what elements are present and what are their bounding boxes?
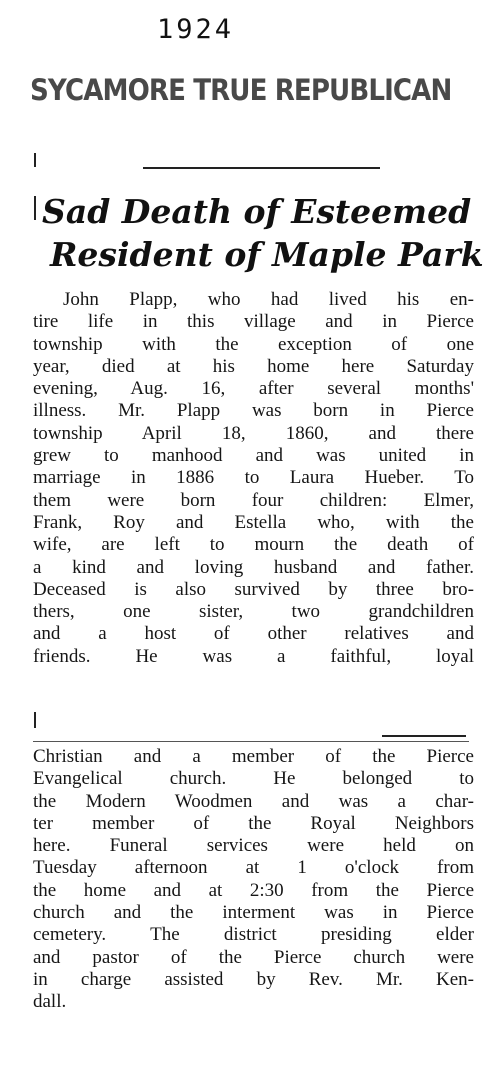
article-body-column-1 <box>33 289 474 668</box>
header-rule <box>143 167 380 169</box>
body-line: grew to manhood and was united in <box>33 445 474 467</box>
column-edge-mark <box>34 712 36 728</box>
body-line: and a host of other relatives and <box>33 623 474 645</box>
body-line: cemetery. The district presiding elder <box>33 924 474 946</box>
newspaper-name-stamp: SYCAMORE TRUE REPUBLICAN <box>30 73 452 107</box>
body-line: Tuesday afternoon at 1 o'clock from <box>33 857 474 879</box>
body-line: township with the exception of one <box>33 333 474 355</box>
body-line: and pastor of the Pierce church were <box>33 946 474 968</box>
body-line: dall. <box>33 991 67 1013</box>
body-line: ter member of the Royal Neighbors <box>33 812 474 834</box>
headline-line: Resident of Maple Park <box>50 235 484 274</box>
handwritten-underline <box>382 735 466 737</box>
column-edge-mark <box>34 153 36 167</box>
body-line: Evangelical church. He belonged to <box>33 768 474 790</box>
body-line: year, died at his home here Saturday <box>33 355 474 377</box>
article-body-column-2 <box>33 746 474 1014</box>
body-line: Christian and a member of the Pierce <box>33 746 474 767</box>
body-line: township April 18, 1860, and there <box>33 422 474 444</box>
body-line: a kind and loving husband and father. <box>33 556 474 578</box>
body-line: here. Funeral services were held on <box>33 835 474 857</box>
body-line: in charge assisted by Rev. Mr. Ken- <box>33 968 474 990</box>
headline-line: Sad Death of Esteemed <box>42 192 472 231</box>
article-headline <box>42 190 482 276</box>
body-line: them were born four children: Elmer, <box>33 489 474 511</box>
body-line: marriage in 1886 to Laura Hueber. To <box>33 467 474 489</box>
body-line: Frank, Roy and Estella who, with the <box>33 511 474 533</box>
column-edge-mark <box>34 196 36 220</box>
clipping-year: 1924 <box>157 14 235 45</box>
body-line: Deceased is also survived by three bro- <box>33 578 474 600</box>
body-line: church and the interment was in Pierce <box>33 902 474 924</box>
body-line: John Plapp, who had lived his en- <box>63 289 474 310</box>
body-line: the Modern Woodmen and was a char- <box>33 790 474 812</box>
body-line: tire life in this village and in Pierce <box>33 311 474 333</box>
body-line: wife, are left to mourn the death of <box>33 534 474 556</box>
body-line: thers, one sister, two grandchildren <box>33 601 474 623</box>
body-line: evening, Aug. 16, after several months' <box>33 378 474 400</box>
body-line: illness. Mr. Plapp was born in Pierce <box>33 400 474 422</box>
body-line: the home and at 2:30 from the Pierce <box>33 879 474 901</box>
body-line: friends. He was a faithful, loyal <box>33 645 474 667</box>
clipped-text-fragment <box>33 1060 473 1068</box>
column-divider <box>33 741 469 742</box>
